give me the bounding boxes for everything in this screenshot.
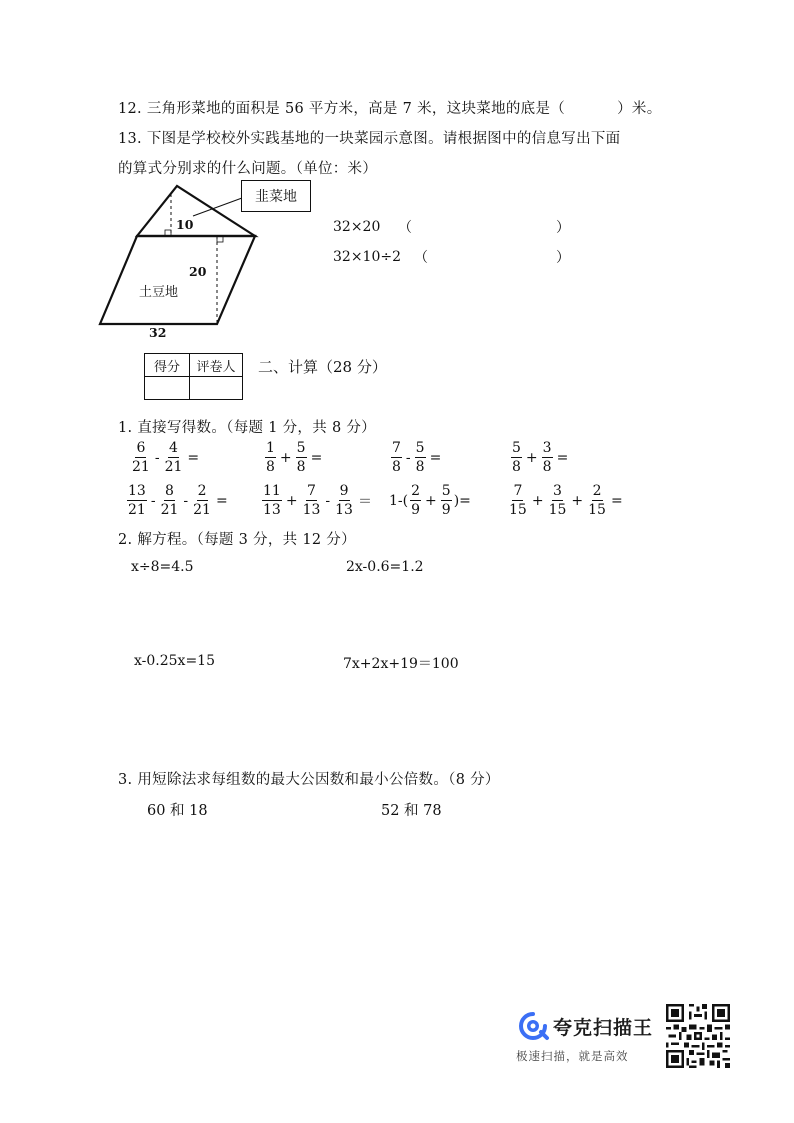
calc-2-2: $\frac{11}{13}$ + $\frac{7}{13}$ - $\frac{9}{13}$ ＝: [263, 483, 372, 518]
label-10: 10: [176, 217, 194, 232]
section-title: 二、计算（28 分）: [258, 358, 387, 376]
calc-2-3: 1-( $\frac{2}{9}$ + $\frac{5}{9}$ )=: [389, 483, 471, 518]
equation-4: 7x+2x+19＝100: [343, 656, 459, 672]
part2-title: 2. 解方程。（每题 3 分，共 12 分）: [118, 532, 356, 548]
score-table: [144, 353, 243, 400]
watermark-slogan: 极速扫描，就是高效: [516, 1049, 629, 1063]
equation-2: 2x-0.6=1.2: [346, 559, 424, 575]
expr-2-paren-close: ）: [556, 250, 570, 266]
grader-header: 评卷人: [190, 354, 243, 377]
expr-1-answer-field[interactable]: [412, 216, 558, 238]
calc-1-3: $\frac{7}{8}$ - $\frac{5}{8}$ =: [392, 440, 442, 475]
watermark-brand: 夸克扫描王: [553, 1017, 654, 1039]
label-20: 20: [189, 264, 207, 279]
label-32: 32: [149, 325, 167, 340]
qr-code-icon: [666, 1004, 730, 1068]
leek-callout-box: [241, 180, 311, 212]
question-12-unit: ）米。: [617, 101, 662, 117]
part3-title: 3. 用短除法求每组数的最大公因数和最小公倍数。（8 分）: [118, 772, 500, 788]
grader-cell[interactable]: [190, 377, 243, 400]
expr-2-paren-open: （: [414, 250, 428, 266]
calc-2-1: $\frac{13}{21}$ - $\frac{8}{21}$ - $\frac{2}{21}$ =: [128, 483, 228, 518]
question-13-line1: 13. 下图是学校校外实践基地的一块菜园示意图。请根据图中的信息写出下面: [118, 131, 621, 147]
expr-1-paren-close: ）: [556, 220, 570, 236]
calc-1-4: $\frac{5}{8}$ + $\frac{3}{8}$ =: [512, 440, 569, 475]
question-12: [118, 97, 662, 118]
expr-2: 32×10÷2: [333, 249, 401, 265]
expr-2-answer-field[interactable]: [428, 246, 558, 268]
leek-plot-triangle: [137, 186, 255, 236]
calc-1-2: $\frac{1}{8}$ + $\frac{5}{8}$ =: [266, 440, 323, 475]
expr-1: 32×20: [333, 219, 381, 235]
scanner-logo-icon: [516, 1011, 550, 1041]
expr-1-paren-open: （: [398, 220, 412, 236]
calc-1-1: $\frac{6}{21}$ - $\frac{4}{21}$ =: [132, 440, 200, 475]
question-12-text: 12. 三角形菜地的面积是 56 平方米，高是 7 米，这块菜地的底是（: [118, 101, 566, 117]
question-13-line2: 的算式分别求的什么问题。（单位：米）: [118, 161, 378, 177]
calc-2-4: $\frac{7}{15}$ + $\frac{3}{15}$ + $\frac{2}{15}$ =: [509, 483, 623, 518]
number-pair-2: 52 和 78: [381, 803, 442, 819]
potato-plot-parallelogram: [100, 236, 255, 324]
label-potato: 土豆地: [139, 285, 179, 300]
part1-title: 1. 直接写得数。（每题 1 分，共 8 分）: [118, 420, 376, 436]
score-cell[interactable]: [145, 377, 190, 400]
leek-callout-label: 韭菜地: [255, 189, 297, 205]
equation-3: x-0.25x=15: [134, 653, 215, 669]
equation-1: x÷8=4.5: [131, 559, 194, 575]
score-header: 得分: [145, 354, 190, 377]
number-pair-1: 60 和 18: [147, 803, 208, 819]
